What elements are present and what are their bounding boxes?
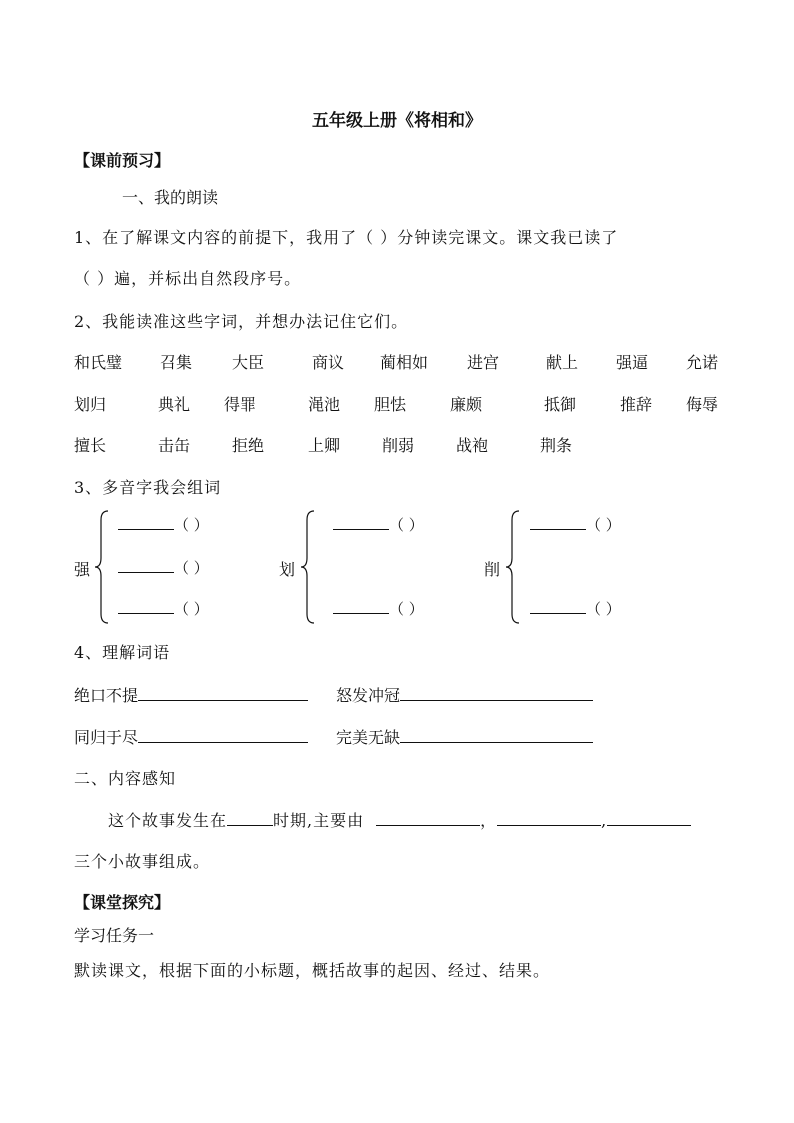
answer-row: [118, 598, 209, 619]
word: 抵御: [544, 395, 577, 414]
word: 得罪: [224, 395, 257, 414]
answer-row: [333, 598, 424, 619]
idiom: 绝口不提: [74, 686, 139, 705]
idiom-answer-blank[interactable]: [400, 686, 593, 701]
section-reading: 一、我的朗读: [122, 188, 219, 207]
content-fill-end: 三个小故事组成。: [74, 852, 211, 871]
question-1-line-1: 1、在了解课文内容的前提下，我用了（ ）分钟读完课文。课文我已读了: [74, 228, 619, 247]
answer-blank[interactable]: [118, 599, 174, 614]
story-blank-2[interactable]: [497, 811, 601, 826]
idiom-row: [74, 725, 308, 748]
question-2: 2、我能读准这些字词，并想办法记住它们。: [74, 312, 409, 331]
pinyin-paren: （ ）: [174, 600, 209, 618]
answer-row: [530, 514, 621, 535]
pinyin-paren: （ ）: [586, 516, 621, 534]
page-title: 五年级上册《将相和》: [312, 111, 482, 131]
polyphone-char: 强: [74, 560, 91, 579]
answer-blank[interactable]: [118, 558, 174, 573]
idiom-row: [336, 683, 593, 706]
word: 进宫: [467, 353, 500, 372]
idiom-row: [74, 683, 308, 706]
answer-blank[interactable]: [118, 515, 174, 530]
story-blank-3[interactable]: [607, 811, 691, 826]
answer-row: [118, 557, 209, 578]
section-content: 二、内容感知: [74, 769, 177, 788]
answer-row: [530, 598, 621, 619]
word: 允诺: [686, 353, 719, 372]
word: 上卿: [308, 436, 341, 455]
word: 强逼: [616, 353, 649, 372]
word: 大臣: [232, 353, 265, 372]
content-text: 时期,主要由: [273, 811, 365, 830]
word: 划归: [74, 395, 107, 414]
pinyin-paren: （ ）: [389, 516, 424, 534]
word: 擅长: [74, 436, 107, 455]
polyphone-char: 划: [279, 560, 296, 579]
answer-blank[interactable]: [530, 599, 586, 614]
question-4: 4、理解词语: [74, 643, 171, 662]
word: 献上: [546, 353, 579, 372]
word: 推辞: [620, 395, 653, 414]
preview-header: 【课前预习】: [74, 151, 171, 170]
polyphone-char: 削: [484, 560, 501, 579]
idiom-row: [336, 725, 593, 748]
content-fill-line: [108, 808, 691, 831]
answer-row: [333, 514, 424, 535]
word: 胆怯: [374, 395, 407, 414]
word: 召集: [160, 353, 193, 372]
answer-row: [118, 514, 209, 535]
word: 侮辱: [686, 395, 719, 414]
answer-blank[interactable]: [530, 515, 586, 530]
word: 渑池: [308, 395, 341, 414]
word: 战袍: [456, 436, 489, 455]
pinyin-paren: （ ）: [174, 559, 209, 577]
idiom-answer-blank[interactable]: [400, 728, 593, 743]
word: 荆条: [540, 436, 573, 455]
idiom: 怒发冲冠: [336, 686, 401, 705]
task-title: 学习任务一: [74, 926, 155, 945]
explore-header: 【课堂探究】: [74, 893, 171, 912]
word: 蔺相如: [380, 353, 429, 372]
content-text: ,: [601, 811, 608, 830]
word: 削弱: [382, 436, 415, 455]
word: 廉颇: [450, 395, 483, 414]
content-text: 这个故事发生在: [108, 811, 228, 830]
pinyin-paren: （ ）: [586, 600, 621, 618]
word: 击缶: [158, 436, 191, 455]
story-blank-1[interactable]: [376, 811, 480, 826]
word: 商议: [312, 353, 345, 372]
question-3: 3、多音字我会组词: [74, 478, 222, 497]
left-brace-icon: [505, 510, 521, 624]
pinyin-paren: （ ）: [389, 600, 424, 618]
question-1-line-2: （ ）遍，并标出自然段序号。: [74, 269, 302, 288]
idiom-answer-blank[interactable]: [138, 728, 308, 743]
left-brace-icon: [94, 510, 110, 624]
answer-blank[interactable]: [333, 515, 389, 530]
idiom: 同归于尽: [74, 728, 139, 747]
word: 典礼: [158, 395, 191, 414]
idiom-answer-blank[interactable]: [138, 686, 308, 701]
left-brace-icon: [300, 510, 316, 624]
idiom: 完美无缺: [336, 728, 401, 747]
content-text: ，: [480, 811, 498, 830]
word: 拒绝: [232, 436, 265, 455]
word: 和氏璧: [74, 353, 123, 372]
period-blank[interactable]: [227, 811, 273, 826]
answer-blank[interactable]: [333, 599, 389, 614]
pinyin-paren: （ ）: [174, 516, 209, 534]
task-instruction: 默读课文，根据下面的小标题，概括故事的起因、经过、结果。: [74, 961, 551, 980]
